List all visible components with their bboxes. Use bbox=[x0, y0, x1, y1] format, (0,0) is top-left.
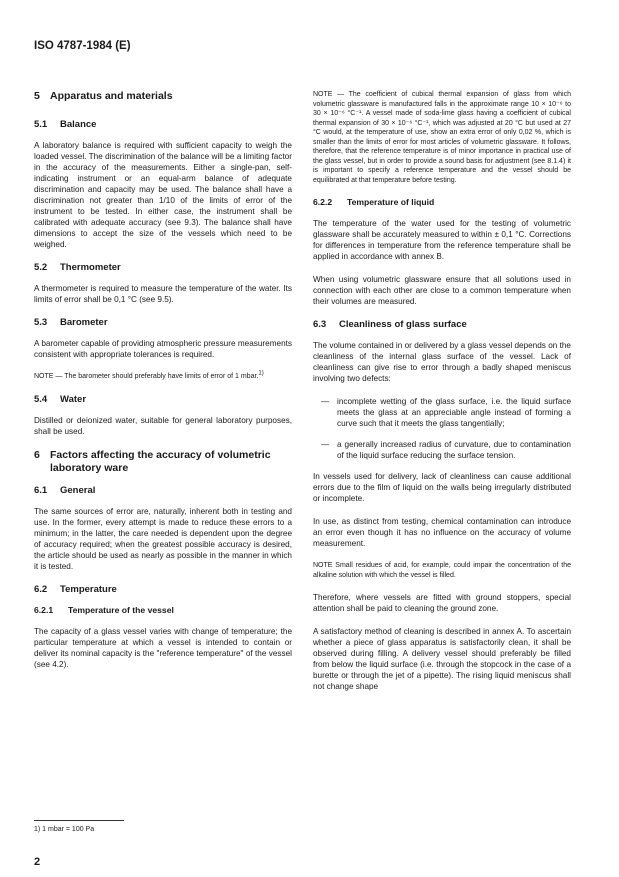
list-item-text: incomplete wetting of the glass surface, i.e. the liquid surface meets the glass at an appreciable angle instead of forming a curve such that it meets the glass tangentially; bbox=[337, 397, 571, 428]
subsection-heading bbox=[34, 394, 292, 405]
subsection-heading bbox=[34, 584, 292, 595]
subsection-heading bbox=[34, 262, 292, 273]
subsection-title: Cleanliness of glass surface bbox=[339, 319, 467, 330]
paragraph: A barometer capable of providing atmospheric pressure measurements consistent with appropriate tolerances is required. bbox=[34, 339, 292, 359]
paragraph: The volume contained in or delivered by a glass vessel depends on the cleanliness of the internal glass surface of the vessel. Lack of cleanliness can give rise to error through a badly shaped meniscus involving two defects: bbox=[313, 341, 571, 383]
footnote-rule bbox=[34, 820, 124, 821]
list-item bbox=[313, 396, 571, 429]
subsection-title: Barometer bbox=[60, 317, 108, 328]
section-title: Factors affecting the accuracy of volumetric laboratory ware bbox=[50, 448, 271, 474]
section-heading bbox=[34, 90, 292, 103]
subsection-number: 5.1 bbox=[34, 119, 48, 130]
footnote-ref: 1) bbox=[258, 370, 264, 377]
subsection-number: 5.2 bbox=[34, 262, 48, 273]
paragraph: A laboratory balance is required with sufficient capacity to weigh the loaded vessel. The discrimination of the balance will be a limiting factor in the accuracy of the measurements. Either a single-pan, self-indicating instrument or an equal-arm balance of adequate discrimination and capacity may be used. The balance shall have a discrimination not greater than 1/10 of the limits of error of the instrument to be tested. In either case, the instrument shall be calibrated with adequate accuracy (see 9.3). The balance shall have dimensions to accept the size of the vessels which need to be weighed. bbox=[34, 141, 292, 249]
subsection-heading bbox=[34, 119, 292, 130]
subsection-title: General bbox=[60, 484, 96, 496]
left-column bbox=[34, 90, 292, 682]
paragraph: The capacity of a glass vessel varies with change of temperature; the particular temperature at which a vessel is intended to contain or deliver its nominal capacity is the "reference temperature" of the vessel (see 4.2). bbox=[34, 626, 292, 669]
subsection-title: Temperature bbox=[60, 583, 117, 595]
paragraph: Therefore, where vessels are fitted with ground stoppers, special attention shall be paid to cleaning the ground zone. bbox=[313, 593, 571, 613]
subsection-heading bbox=[34, 317, 292, 328]
list-dash: — bbox=[321, 440, 330, 449]
footnote: 1) 1 mbar = 100 Pa bbox=[34, 826, 95, 833]
paragraph: In vessels used for delivery, lack of cleanliness can cause additional errors due to the film of liquid on the walls being irregularly distributed or incomplete. bbox=[313, 472, 571, 503]
subsubsection-number: 6.2.2 bbox=[313, 197, 333, 207]
list-item bbox=[313, 439, 571, 461]
list-item-text: a generally increased radius of curvature, due to contamination of the liquid surface reducing the surface tension. bbox=[337, 440, 571, 460]
paragraph: The temperature of the water used for the testing of volumetric glassware shall be accurately measured to within ± 0,1 °C. Corrections for differences in temperature from the reference temperature shall be applied in accordance with annex B. bbox=[313, 219, 571, 261]
right-column bbox=[313, 90, 571, 704]
subsubsection-heading bbox=[34, 605, 292, 616]
subsection-number: 5.4 bbox=[34, 393, 48, 405]
section-number: 6 bbox=[34, 448, 40, 461]
document-header: ISO 4787-1984 (E) bbox=[34, 40, 131, 52]
section-title: Apparatus and materials bbox=[50, 90, 173, 102]
subsection-number: 6.1 bbox=[34, 484, 48, 496]
subsection-heading bbox=[313, 319, 571, 330]
subsection-number: 5.3 bbox=[34, 317, 48, 328]
subsection-number: 6.2 bbox=[34, 583, 48, 595]
paragraph: A thermometer is required to measure the temperature of the water. Its limits of error shall be 0,1 °C (see 9.5). bbox=[34, 284, 292, 304]
section-number: 5 bbox=[34, 90, 40, 102]
subsubsection-number: 6.2.1 bbox=[34, 604, 54, 615]
subsubsection-title: Temperature of the vessel bbox=[68, 604, 174, 615]
note-text: NOTE — The barometer should preferably have limits of error of 1 mbar. bbox=[34, 373, 259, 380]
subsection-number: 6.3 bbox=[313, 319, 327, 330]
subsubsection-heading bbox=[313, 197, 571, 208]
note: NOTE — The coefficient of cubical thermal expansion of glass from which volumetric glassware is manufactured falls in the approximate range 10 × 10⁻⁶ to 30 × 10⁻⁶ °C⁻¹. A vessel made of soda-lime glass having a coefficient of cubical thermal expansion of 30 × 10⁻⁶ °C⁻¹, which was adjusted at 20 °C but used at 27 °C would, at the temperature of use, show an extra error of only 0,02 %, which is smaller than the limits of error for most articles of volumetric glassware. It follows, therefore, that the reference temperature is of minor importance in practical use of the glass vessel, but in order to provide a sound basis for adjustment (see 8.1.4) it is important to specify a reference temperature and the vessel should be equilibrated at that temperature before testing. bbox=[313, 91, 571, 184]
subsubsection-title: Temperature of liquid bbox=[347, 197, 435, 207]
page-number: 2 bbox=[34, 856, 41, 868]
subsection-heading bbox=[34, 485, 292, 496]
paragraph: When using volumetric glassware ensure that all solutions used in connection with each other are close to a common temperature when their volumes are measured. bbox=[313, 275, 571, 306]
note bbox=[34, 372, 292, 382]
subsection-title: Water bbox=[60, 393, 87, 405]
list-dash: — bbox=[321, 397, 330, 406]
paragraph: Distilled or deionized water, suitable for general laboratory purposes, shall be used. bbox=[34, 415, 292, 436]
paragraph: A satisfactory method of cleaning is described in annex A. To ascertain whether a piece of glass apparatus is satisfactorily clean, it shall be observed during filling. A delivery vessel should preferably be filled from below the liquid surface (i.e. through the stopcock in the case of a burette or through the jet of a pipette). The rising liquid meniscus shall not change shape bbox=[313, 627, 571, 691]
paragraph: In use, as distinct from testing, chemical contamination can introduce an error even though it has no influence on the accuracy of volume measurement. bbox=[313, 517, 571, 548]
section-heading bbox=[34, 449, 292, 475]
note: NOTE Small residues of acid, for example, could impair the concentration of the alkaline solution with which the vessel is filled. bbox=[313, 562, 571, 579]
paragraph: The same sources of error are, naturally, inherent both in testing and use. In the former, every attempt is made to reduce these errors to a minimum; in the latter, the care needed is dependent upon the degree of accuracy required; when the greatest possible accuracy is desired, the article should be used as nearly as possible in the manner in which it is tested. bbox=[34, 506, 292, 571]
subsection-title: Balance bbox=[60, 119, 97, 130]
subsection-title: Thermometer bbox=[60, 262, 121, 273]
